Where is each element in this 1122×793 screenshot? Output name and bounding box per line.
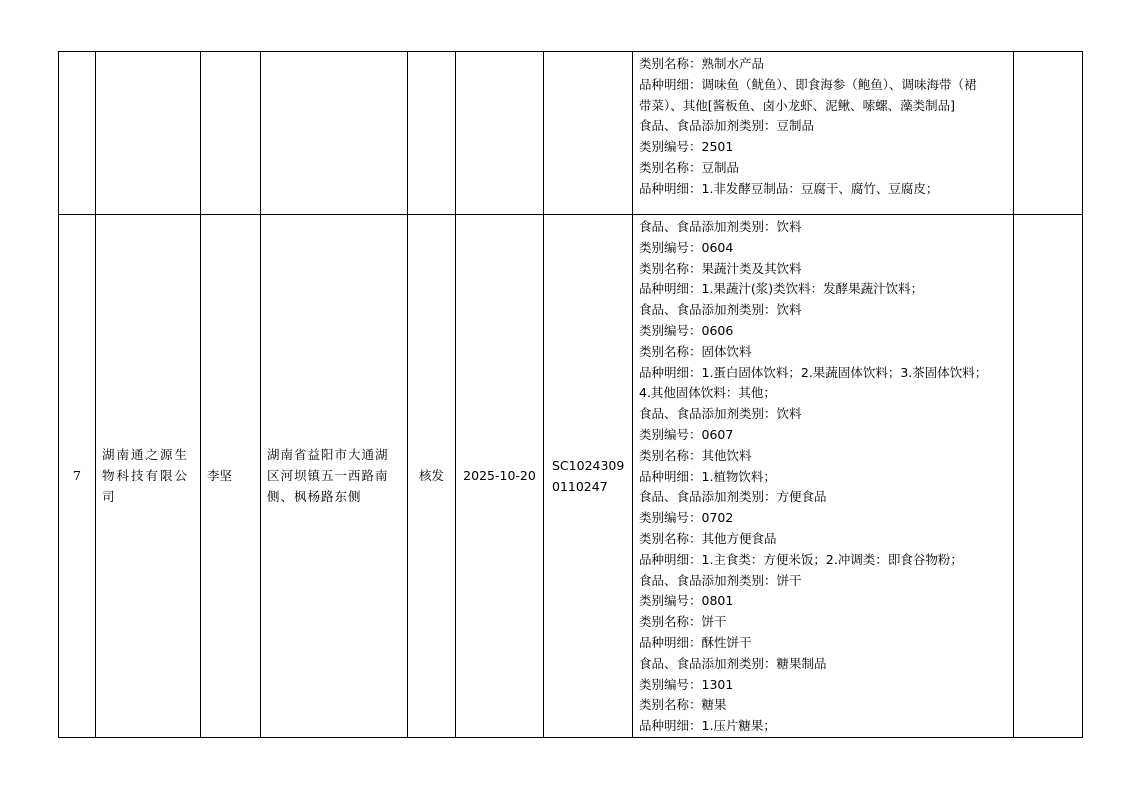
details-cell [633,215,1014,738]
detail-line: 品种明细：1.主食类：方便米饭；2.冲调类：即食谷物粉； [639,551,963,567]
detail-line: 类别编号：2501 [639,139,734,155]
details-cell [633,52,1014,215]
detail-line: 食品、食品添加剂类别：糖果制品 [639,655,827,671]
detail-line: 类别编号：0702 [639,510,734,526]
detail-line: 品种明细：1.非发酵豆制品：豆腐干、腐竹、豆腐皮； [639,180,939,196]
address-cell [261,52,408,215]
detail-line: 类别名称：豆制品 [639,159,740,175]
table-row-continued [59,52,1083,215]
detail-line: 类别名称：熟制水产品 [639,56,765,71]
license-number-text: SC10243090110247 [552,457,625,494]
detail-line: 类别编号：0606 [639,322,734,338]
detail-line: 品种明细：酥性饼干 [639,634,752,650]
date-cell [456,52,544,215]
address: 湖南省益阳市大通湖区河坝镇五一西路南侧、枫杨路东侧 [261,215,408,738]
detail-line: 食品、食品添加剂类别：饮料 [639,219,802,234]
detail-line: 类别名称：固体饮料 [639,343,752,359]
action-type: 核发 [408,215,456,738]
license-number-cell [544,52,633,215]
detail-line: 品种明细：1.蛋白固体饮料；2.果蔬固体饮料；3.茶固体饮料； [639,364,988,380]
detail-line: 食品、食品添加剂类别：饼干 [639,572,802,588]
detail-line: 类别名称：糖果 [639,697,727,713]
issue-date: 2025-10-20 [456,215,544,738]
detail-line: 品种明细：1.植物饮料； [639,468,776,484]
license-table [58,51,1083,738]
remark-cell [1014,52,1083,215]
detail-line: 类别名称：饼干 [639,614,727,630]
legal-person-cell [201,52,261,215]
index-cell: 7 [59,215,96,738]
detail-line: 食品、食品添加剂类别：方便食品 [639,489,827,505]
detail-line: 4.其他固体饮料：其他； [639,385,776,401]
detail-line: 食品、食品添加剂类别：豆制品 [639,118,815,134]
detail-line: 类别编号：0607 [639,426,734,442]
company-name: 湖南通之源生物科技有限公司 [96,215,201,738]
legal-person: 李坚 [201,215,261,738]
remark-cell [1014,215,1083,738]
detail-line: 类别编号：1301 [639,676,734,692]
detail-line: 品种明细：1.压片糖果； [639,718,776,734]
detail-line: 类别名称：果蔬汁类及其饮料 [639,260,802,276]
detail-line: 类别编号：0604 [639,239,734,255]
action-cell [408,52,456,215]
detail-line: 类别名称：其他方便食品 [639,530,777,546]
index-cell [59,52,96,215]
detail-line: 品种明细：1.果蔬汁(浆)类饮料：发酵果蔬汁饮料； [639,281,924,297]
detail-line: 带菜）、其他[酱板鱼、卤小龙虾、泥鳅、嗦螺、藻类制品] [639,97,956,113]
detail-line: 食品、食品添加剂类别：饮料 [639,302,802,318]
table-row-7 [59,215,1083,738]
detail-line: 类别名称：其他饮料 [639,447,752,463]
company-cell [96,52,201,215]
detail-line: 品种明细：调味鱼（鱿鱼）、即食海参（鲍鱼）、调味海带（裙 [639,76,977,92]
detail-line: 食品、食品添加剂类别：饮料 [639,406,802,422]
detail-line: 类别编号：0801 [639,593,734,609]
license-number [544,215,633,738]
